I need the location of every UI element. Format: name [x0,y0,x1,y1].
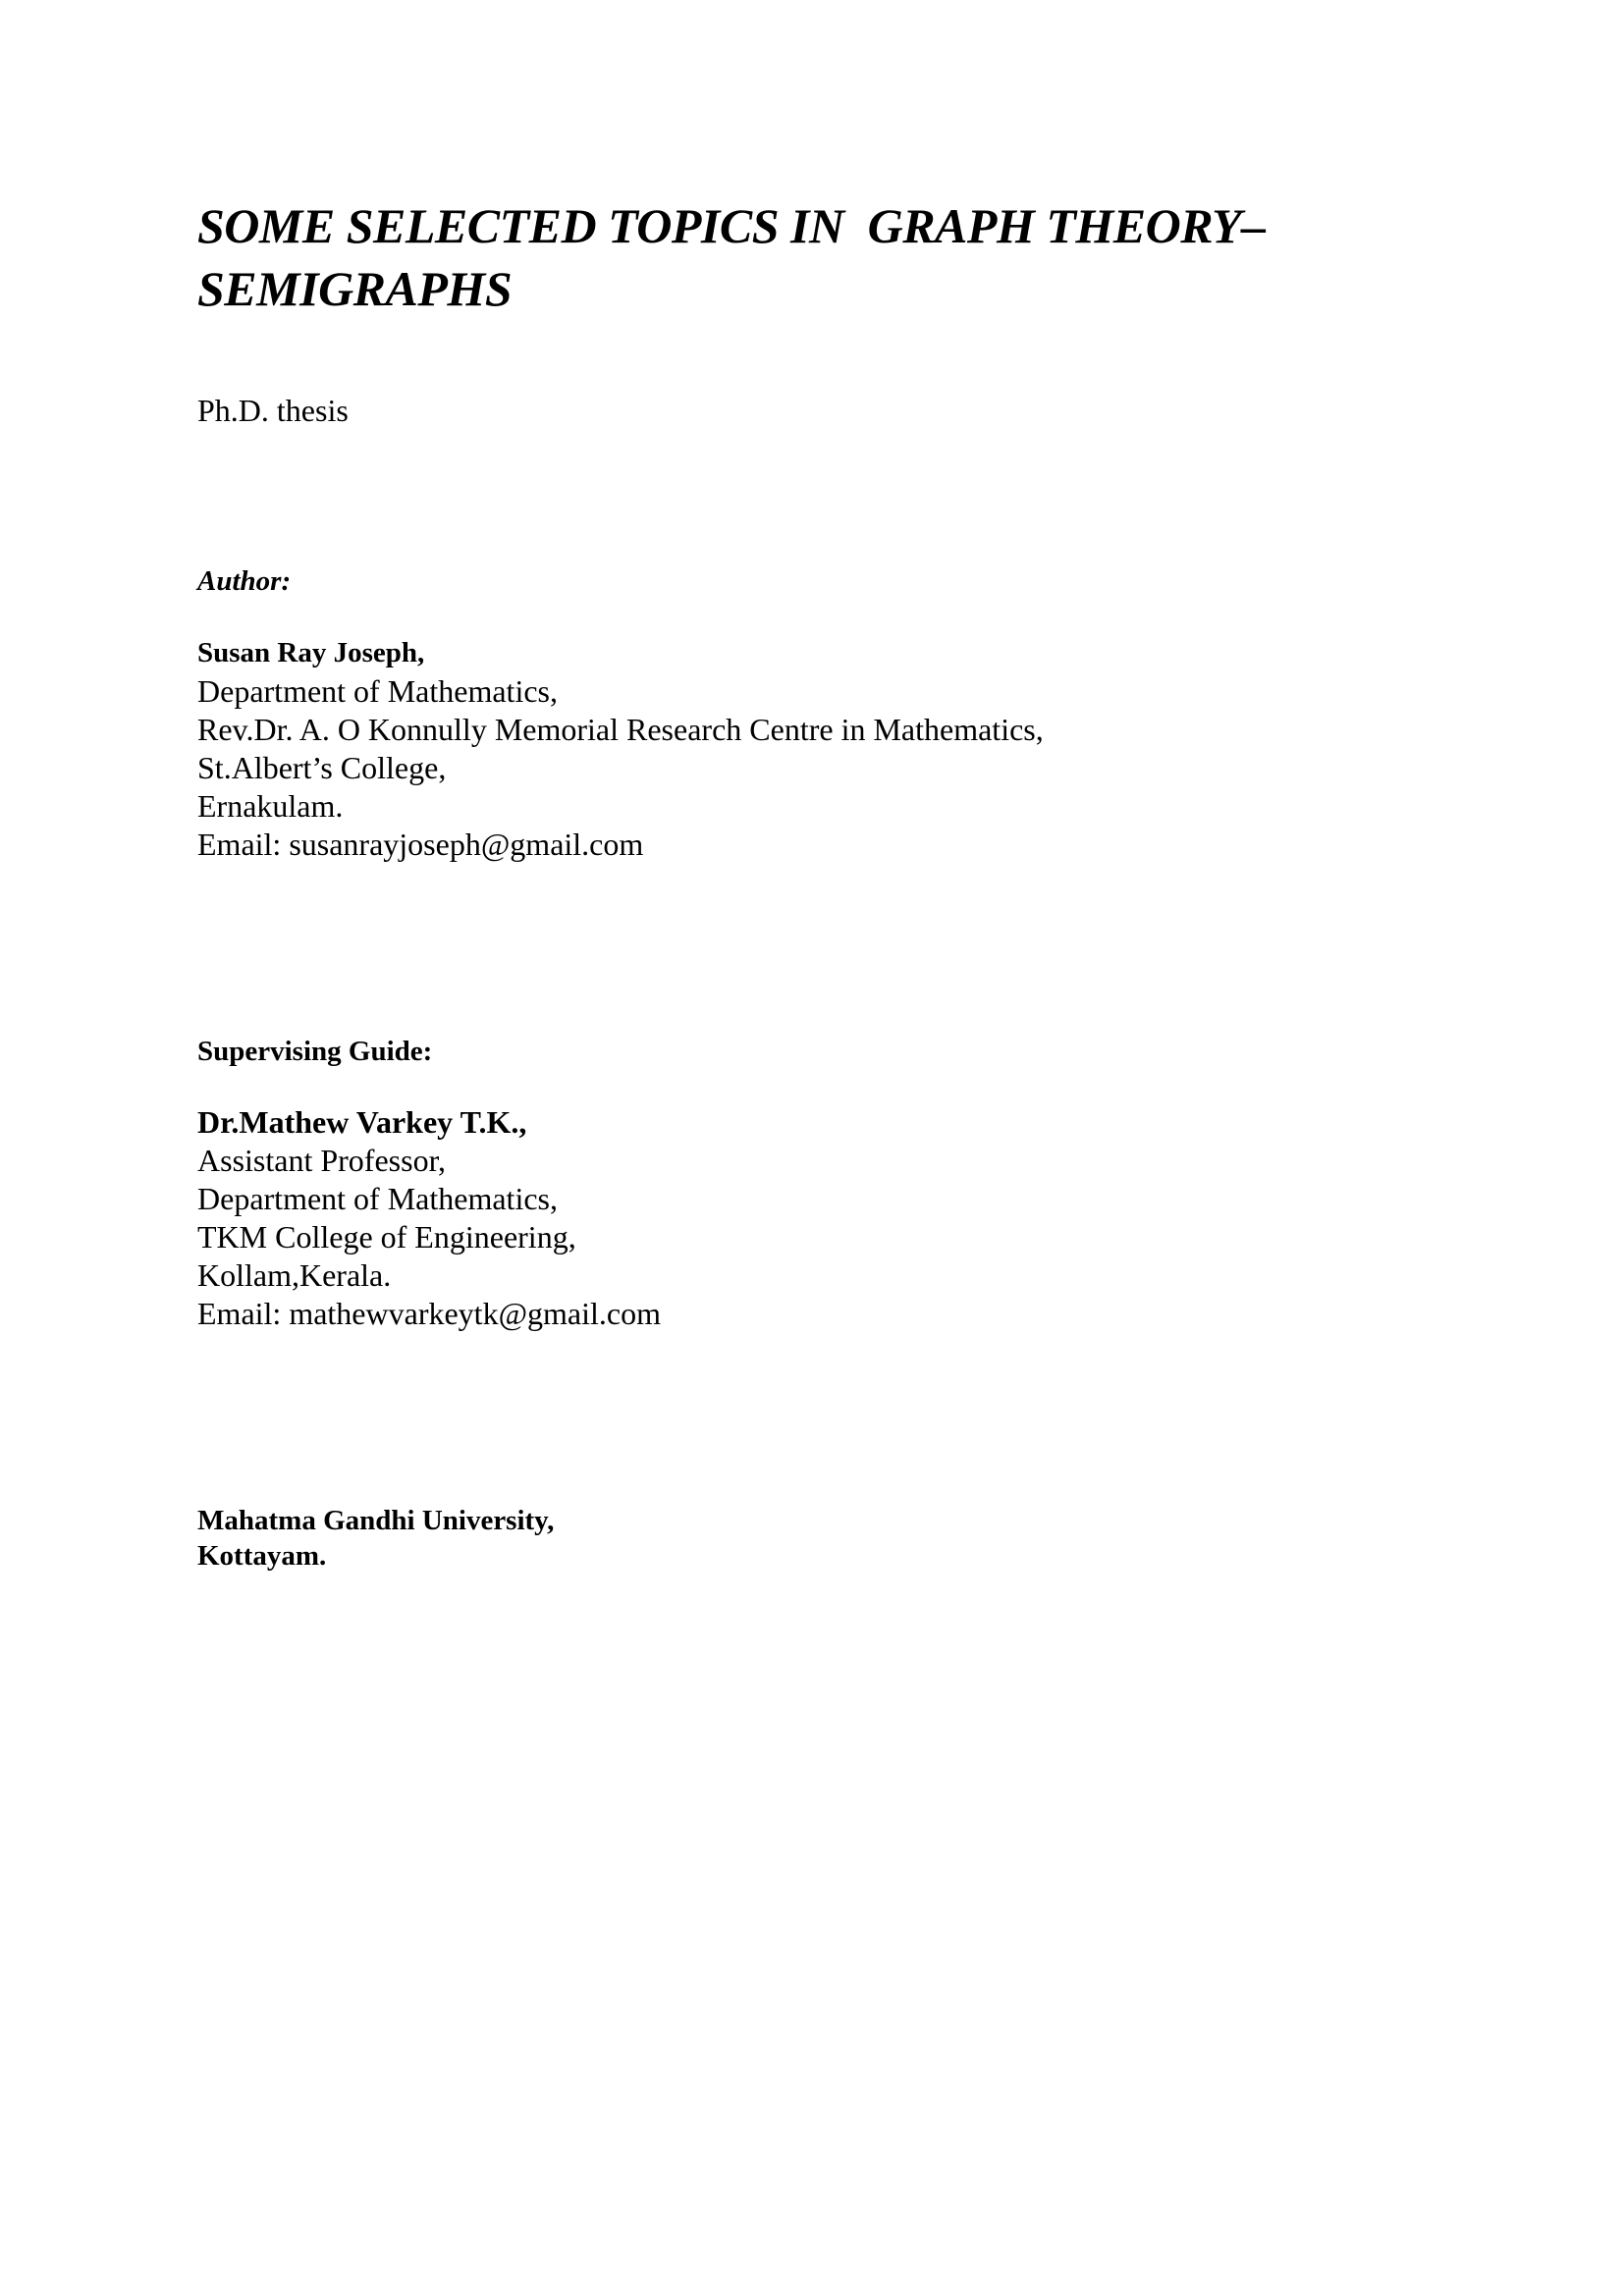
guide-position: Assistant Professor, [197,1143,446,1178]
author-name: Susan Ray Joseph, [197,637,425,668]
author-email: Email: susanrayjoseph@gmail.com [197,827,644,862]
thesis-title [197,194,1474,320]
author-college: St.Albert’s College, [197,750,447,785]
guide-email: Email: mathewvarkeytk@gmail.com [197,1296,661,1331]
guide-info [197,1103,661,1333]
university-block [197,1503,554,1574]
guide-college: TKM College of Engineering, [197,1219,576,1255]
author-info [197,634,1044,864]
thesis-type: Ph.D. thesis [197,393,349,428]
author-heading: Author: [197,565,292,597]
author-research-centre: Rev.Dr. A. O Konnully Memorial Research Centre in Mathematics, [197,712,1044,747]
guide-heading: Supervising Guide: [197,1036,433,1067]
guide-name: Dr.Mathew Varkey T.K., [197,1104,527,1140]
guide-location: Kollam,Kerala. [197,1257,392,1293]
author-city: Ernakulam. [197,788,344,824]
guide-department: Department of Mathematics, [197,1181,558,1216]
thesis-title-line-1: SOME SELECTED TOPICS IN GRAPH THEORY– [197,198,1266,253]
university-name: Mahatma Gandhi University, [197,1505,555,1536]
university-city: Kottayam. [197,1540,327,1572]
author-department: Department of Mathematics, [197,673,558,709]
thesis-title-line-2: SEMIGRAPHS [197,261,513,316]
